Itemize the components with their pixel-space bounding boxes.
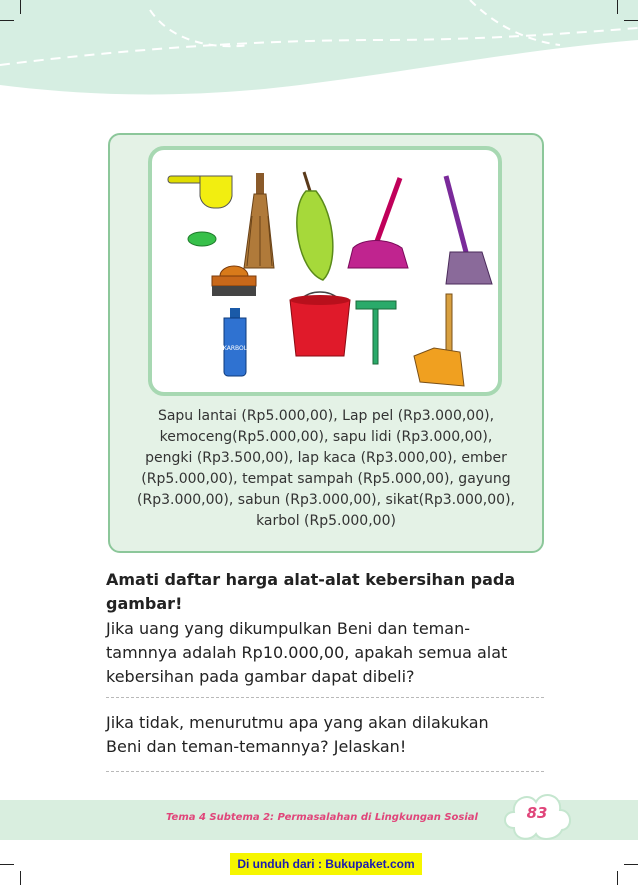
page-number: 83 [526,804,548,822]
question-line: Jika uang yang dikumpulkan Beni dan teman- [106,619,470,638]
question-line: kebersihan pada gambar dapat dibeli? [106,667,415,686]
answer-line[interactable] [106,697,544,698]
caption-line: pengki (Rp3.500,00), lap kaca (Rp3.000,00), ember [145,450,507,466]
header-wave [0,0,638,120]
crop-mark [624,20,638,21]
caption-line: kemoceng(Rp5.000,00), sapu lidi (Rp3.000,00), [159,429,493,445]
crop-mark [624,864,638,865]
question-line: Beni dan teman-temannya? Jelaskan! [106,737,407,756]
bottle-label: KARBOL [222,345,248,352]
soap-icon [188,232,216,246]
price-list-caption [112,406,540,532]
dustpan-icon [414,294,464,386]
question-2 [106,711,546,759]
caption-line: (Rp3.000,00), sabun (Rp3.000,00), sikat(Rp3.000,00), [137,492,515,508]
crop-mark [0,20,14,21]
footer-theme-text: Tema 4 Subtema 2: Permasalahan di Lingkungan Sosial [166,812,478,823]
question-line: Jika tidak, menurutmu apa yang akan dilakukan [106,713,489,732]
disinfectant-bottle-icon [223,308,248,376]
crop-mark [617,0,618,14]
crop-mark [20,0,21,14]
caption-line: Sapu lantai (Rp5.000,00), Lap pel (Rp3.000,00), [157,408,495,424]
question-1 [106,617,546,689]
cleaning-tools-illustration [148,146,502,396]
question-line: tamnnya adalah Rp10.000,00, apakah semua alat [106,643,508,662]
instruction-line: gambar! [106,594,183,613]
answer-line[interactable] [106,771,544,772]
scrub-brush-icon [212,266,256,296]
instruction-text [106,568,536,616]
dipper-icon [168,176,232,208]
stick-broom-icon [244,173,274,268]
bucket-icon [290,292,350,356]
floor-broom-icon [446,176,492,284]
crop-mark [617,871,618,885]
caption-line: karbol (Rp5.000,00) [256,513,396,529]
squeegee-icon [356,301,396,364]
feather-duster-icon [297,172,333,280]
crop-mark [20,871,21,885]
crop-mark [0,864,14,865]
instruction-line: Amati daftar harga alat-alat kebersihan pada [106,570,516,589]
mop-icon [348,178,408,268]
download-source-banner: Di unduh dari : Bukupaket.com [230,853,422,875]
caption-line: (Rp5.000,00), tempat sampah (Rp5.000,00), gayung [141,471,511,487]
